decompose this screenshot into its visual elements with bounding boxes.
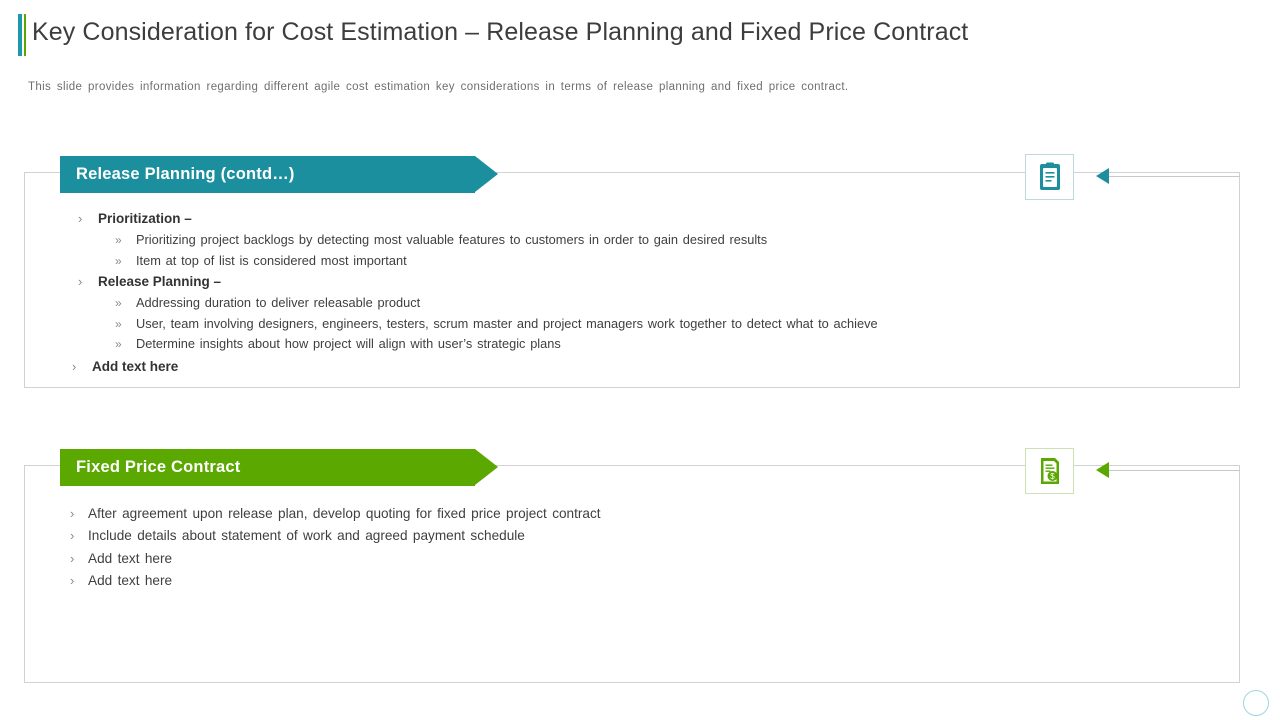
list-item	[70, 503, 1170, 525]
fixed-price-contract-banner-label: Fixed Price Contract	[76, 458, 241, 476]
add-text-placeholder[interactable]	[70, 548, 1170, 570]
clipboard-icon-box	[1025, 154, 1074, 200]
release-planning-banner-label: Release Planning (contd…)	[76, 165, 295, 183]
banner-arrow-icon	[475, 449, 498, 485]
decorative-corner-circle	[1243, 690, 1269, 716]
fixed-price-contract-content	[70, 503, 1170, 593]
accent-bar-teal	[18, 14, 22, 56]
svg-text:$: $	[1049, 472, 1055, 481]
chevron-right-icon: ›	[78, 211, 83, 226]
release-planning-banner	[60, 156, 540, 193]
chevron-right-icon: ›	[78, 274, 83, 289]
pointer-arrow-icon-green	[1096, 462, 1109, 478]
list-item-label: Item at top of list is considered most important	[136, 252, 407, 268]
list-item-label: After agreement upon release plan, develop quoting for fixed price project contract	[88, 506, 601, 521]
clipboard-icon	[1034, 161, 1066, 193]
chevron-right-icon: ›	[70, 528, 75, 544]
add-text-placeholder[interactable]	[70, 570, 1170, 592]
slide-header	[0, 0, 1280, 68]
list-item-label: Prioritizing project backlogs by detecting most valuable features to customers in order to gain desired results	[136, 232, 768, 247]
list-item	[70, 251, 1170, 272]
chevron-double-right-icon: »	[115, 233, 122, 247]
list-item-label: User, team involving designers, engineers, testers, scrum master and project managers work together to detect what to achieve	[136, 315, 878, 331]
pointer-arrow-icon-teal	[1096, 168, 1109, 184]
chevron-right-icon: ›	[70, 550, 75, 566]
connector-line-green	[1109, 470, 1240, 471]
slide-subtitle: This slide provides information regarding different agile cost estimation key considerations in terms of release planning and fixed price contract.	[28, 81, 849, 93]
chevron-right-icon: ›	[70, 506, 75, 521]
list-item-label: Addressing duration to deliver releasable product	[136, 295, 421, 310]
accent-bar-green	[24, 14, 26, 56]
list-item-label: Release Planning –	[98, 274, 222, 289]
chevron-double-right-icon: »	[115, 253, 122, 268]
banner-arrow-icon	[475, 156, 498, 192]
chevron-right-icon: ›	[72, 358, 77, 374]
add-text-placeholder[interactable]	[70, 356, 1170, 378]
list-item	[70, 271, 1170, 293]
list-item	[70, 525, 1170, 547]
list-item-label: Add text here	[88, 550, 173, 566]
list-item-label: Add text here	[88, 573, 173, 589]
chevron-double-right-icon: »	[115, 337, 122, 351]
chevron-right-icon: ›	[70, 573, 75, 589]
list-item	[70, 208, 1170, 230]
invoice-dollar-icon-box	[1025, 448, 1074, 494]
list-item-label: Prioritization –	[98, 211, 192, 226]
list-item	[70, 293, 1170, 314]
release-planning-content	[70, 208, 1170, 378]
header-accent-bars	[18, 14, 28, 56]
list-item	[70, 230, 1170, 251]
invoice-dollar-icon	[1034, 455, 1066, 487]
list-item	[70, 314, 1170, 335]
page-title: Key Consideration for Cost Estimation – Release Planning and Fixed Price Contract	[32, 18, 969, 46]
list-item-label: Add text here	[92, 358, 179, 374]
list-item	[70, 334, 1170, 355]
list-item-label: Include details about statement of work and agreed payment schedule	[88, 528, 525, 544]
connector-line-teal	[1109, 176, 1240, 177]
list-item-label: Determine insights about how project will align with user’s strategic plans	[136, 336, 561, 351]
fixed-price-contract-banner	[60, 449, 540, 486]
chevron-double-right-icon: »	[115, 296, 122, 310]
chevron-double-right-icon: »	[115, 316, 122, 331]
